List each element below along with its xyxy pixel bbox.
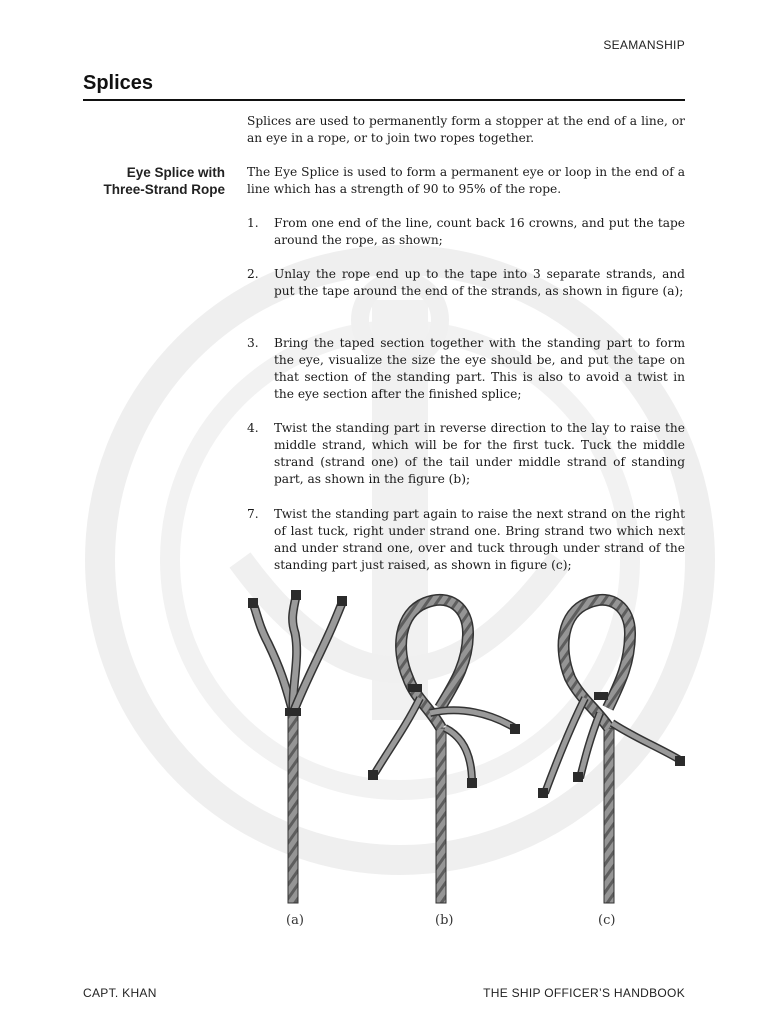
step-number: 3. bbox=[247, 336, 259, 350]
step-number: 4. bbox=[247, 421, 259, 435]
step-item bbox=[247, 506, 685, 574]
step-item bbox=[247, 266, 685, 300]
step-item bbox=[247, 420, 685, 488]
subsection-heading bbox=[83, 164, 225, 198]
footer-book-title: THE SHIP OFFICER’S HANDBOOK bbox=[483, 986, 685, 1000]
section-title: Splices bbox=[83, 72, 154, 94]
rope-illustration-b bbox=[368, 600, 520, 903]
title-rule bbox=[83, 99, 685, 101]
step-number: 1. bbox=[247, 216, 259, 230]
chapter-header: SEAMANSHIP bbox=[603, 38, 685, 52]
subsection-heading-line2: Three-Strand Rope bbox=[103, 182, 225, 197]
step-text: Bring the taped section together with the standing part to form the eye, visualize the size the eye should be, and put the tape on that section of the standing part. This is also to avoid a twist in the eye section after the finished splice; bbox=[274, 336, 685, 401]
subsection-description: The Eye Splice is used to form a permanent eye or loop in the end of a line which has a strength of 90 to 95% of the rope. bbox=[247, 165, 685, 196]
subsection-heading-line1: Eye Splice with bbox=[126, 165, 225, 180]
intro-paragraph: Splices are used to permanently form a stopper at the end of a line, or an eye in a rope, or to join two ropes together. bbox=[247, 114, 685, 145]
rope-illustration-a bbox=[248, 590, 347, 903]
step-text: From one end of the line, count back 16 crowns, and put the tape around the rope, as shown; bbox=[274, 216, 685, 247]
step-text: Twist the standing part again to raise the next strand on the right of last tuck, right under strand one. Bring strand two which next and under strand one, over and tuck through under strand of the standing part just raised, as shown in figure (c); bbox=[274, 507, 685, 572]
step-text: Twist the standing part in reverse direction to the lay to raise the middle strand, which will be for the first tuck. Tuck the middle strand (strand one) of the tail under middle strand of standing part, as shown in the figure (b); bbox=[274, 421, 685, 486]
figure-label-a: (a) bbox=[286, 913, 304, 928]
footer-author: CAPT. KHAN bbox=[83, 986, 157, 1000]
step-number: 2. bbox=[247, 267, 259, 281]
step-text: Unlay the rope end up to the tape into 3 separate strands, and put the tape around the end of the strands, as shown in figure (a); bbox=[274, 267, 685, 298]
splice-figure bbox=[240, 588, 690, 938]
step-item bbox=[247, 215, 685, 249]
rope-illustration-c bbox=[538, 600, 685, 903]
step-number: 7. bbox=[247, 507, 259, 521]
step-item bbox=[247, 335, 685, 403]
figure-label-b: (b) bbox=[435, 913, 454, 928]
figure-label-c: (c) bbox=[598, 913, 616, 928]
